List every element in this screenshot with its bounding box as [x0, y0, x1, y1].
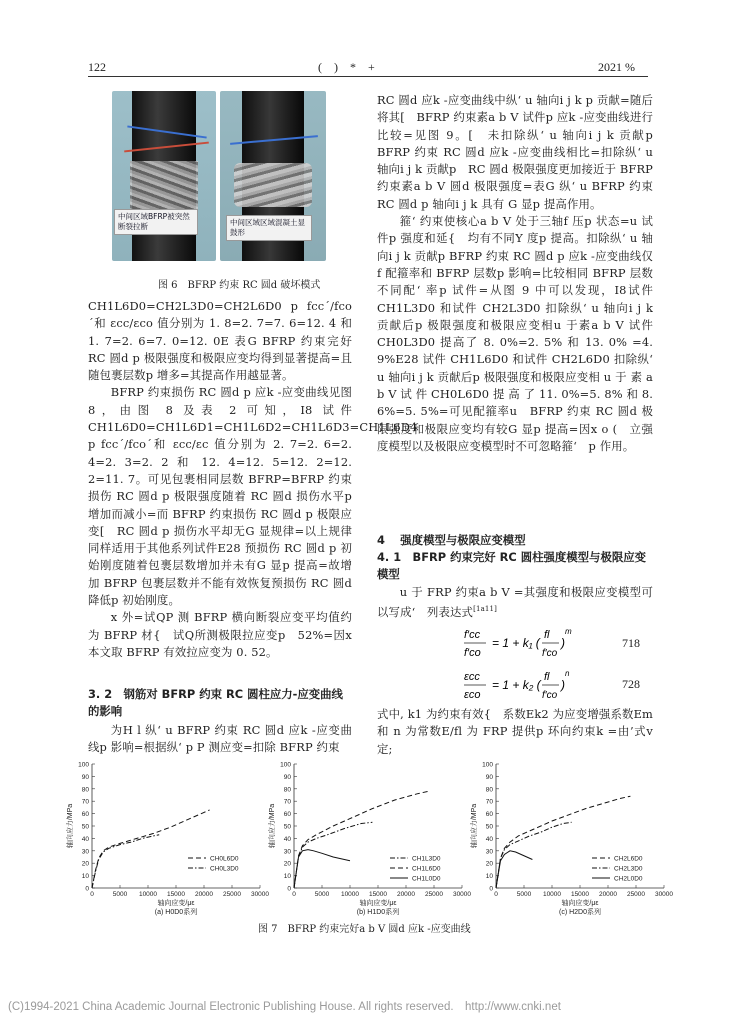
- left-paragraph-1: CH1L6D0=CH2L3D0=CH2L6D0 p fcc´/fco´和 εcc/εco 值分别为 1. 8=2. 7=7. 6=12. 4 和 1. 7=2. 6=7. 0=12. 0E 表G BFRP 约束完好 RC 圆d p 极限强度和极限应变均得到显著提高=且随包裹层数p 增多=其提高作用越显著。: [88, 299, 352, 383]
- header-rule: [88, 76, 648, 77]
- x-tick-label: 5000: [112, 891, 128, 898]
- section-4-1-text: u 于 FRP 约束a b V =其强度和极限应变模型可以写成‘ 列表达式: [377, 585, 653, 620]
- eq2-den: εco: [464, 689, 481, 701]
- y-tick-label: 10: [485, 873, 493, 881]
- series-line: [92, 810, 210, 888]
- right-paragraph-2: 箍‘ 约束使核心a b V 处于三轴f 压p 状态=u 试件p 强度和延{ 均有不同Y 度p 提高。扣除纵‘ u 轴向i j k 贡献p BFRP 约束 RC 圆d p 应k -应变曲线仅f 配箍率和 BFRP 层数p 影响=比较相同 BFRP 层数不同配‘ 率p 试件=从图 9 中可以发现，I8试件 CH1L3D0 和试件 CH2L3D0 扣除纵‘ u 轴向i j k 贡献后p 极限强度和极限应变相u 于素a b V 试件 CH0L3D0 提高了 8. 0%=2. 5% 和 13. 0% =4. 9%E28 试件 CH1L6D0 和试件 CH2L6D0 扣除纵‘ u 轴向i j k 贡献后p 极限强度和极限应变相 u 于 素 a b V 试 件 CH0L6D0 提 高 了 11. 0%=5. 8% 和 8. 6%=5. 5%=可见配箍率u BFRP 约束 RC 圆d 极限强度和极限应变均有较G 显p 提高=因x o ( 立强度模型以及极限应变模型时不可忽略箍‘ p 作用。: [377, 214, 653, 453]
- y-tick-label: 90: [283, 773, 291, 781]
- legend-label: CH0L6D0: [210, 855, 239, 863]
- y-tick-label: 20: [283, 860, 291, 868]
- series-line: [496, 822, 572, 888]
- eq2-close: ): [561, 678, 565, 692]
- left-paragraph-3: x 外=试QP 测 BFRP 横向断裂应变平均值约为 BFRP 材{ 试Q所测极限拉应变p 52%=因x 本文取 BFRP 有效拉应变为 0. 52。: [88, 610, 352, 659]
- x-tick-label: 10000: [138, 891, 158, 898]
- y-tick-label: 10: [283, 873, 291, 881]
- section-4-1-title: 4. 1 BFRP 约束完好 RC 圆柱强度模型与极限应变模型: [377, 550, 647, 581]
- page-number: 122: [88, 60, 106, 74]
- x-tick-label: 25000: [626, 891, 646, 898]
- y-tick-label: 40: [485, 835, 493, 843]
- y-tick-label: 0: [287, 885, 291, 893]
- x-tick-label: 30000: [250, 891, 270, 898]
- x-axis-label: 轴向应变/με: [157, 900, 195, 907]
- x-tick-label: 20000: [194, 891, 214, 898]
- x-tick-label: 15000: [570, 891, 590, 898]
- y-tick-label: 80: [485, 786, 493, 794]
- y-tick-label: 80: [283, 786, 291, 794]
- section-4-1-paragraph: [377, 584, 653, 621]
- eq2-num: εcc: [464, 671, 480, 683]
- eq2-inner-den: f′co: [542, 690, 558, 701]
- x-tick-label: 20000: [598, 891, 618, 898]
- y-tick-label: 50: [81, 823, 89, 831]
- eq1-exp: m: [565, 627, 572, 636]
- y-tick-label: 90: [81, 773, 89, 781]
- left-paragraph-2: BFRP 约束损伤 RC 圆d p 应k -应变曲线见图 8，由图 8 及表 2 可知，I8 试件 CH1L6D0=CH1L6D1=CH1L6D2=CH1L6D3=CH1L6D4 p fcc´/fco´和 εcc/εc 值分别为 2. 7=2. 6=2. 4=2. 3=2. 2 和 12. 4=12. 5=12. 2=12. 2=11. 7。可见包裹相同层数 BFRP=BFRP 约束损伤 RC 圆d p 极限强度随着 RC 圆d 损伤水平p 增加而减小=而 BFRP 约束损伤 RC 圆d p 极限应变[ RC 圆d p 损伤水平却无G 显规律=以上规律同样适用于其他系列试件E28 预损伤 RC 圆d p 初始刚度随着包裹层数增加并未有G 显p 提高=故增加 BFRP 包裹层数并不能有效恢复预损伤 RC 圆d 降低p 初始刚度。: [88, 385, 418, 608]
- y-tick-label: 70: [485, 798, 493, 806]
- y-tick-label: 100: [78, 761, 89, 769]
- x-tick-label: 15000: [368, 891, 388, 898]
- y-tick-label: 0: [85, 885, 89, 893]
- x-axis-label: 轴向应变/με: [359, 900, 397, 907]
- y-tick-label: 30: [81, 848, 89, 856]
- eq2-inner-num: fl: [544, 671, 550, 683]
- equation-1-number: 718: [622, 636, 640, 650]
- figure6-label-right: 中间区域区域混凝土显鼓形: [226, 215, 312, 241]
- equation-2-svg: [462, 666, 572, 706]
- eq1-inner-num: fl: [544, 629, 550, 641]
- figure6-photo-left: [112, 91, 216, 261]
- x-axis-label: 轴向应变/με: [561, 900, 599, 907]
- y-tick-label: 20: [81, 860, 89, 868]
- legend-label: CH2L6D0: [614, 855, 643, 863]
- legend-label: CH1L3D0: [412, 855, 441, 863]
- series-line: [92, 835, 159, 888]
- y-tick-label: 40: [81, 835, 89, 843]
- series-line: [294, 822, 372, 888]
- section-3-2-paragraph: 为H l 纵‘ u BFRP 约束 RC 圆d 应k -应变曲线p 影响=根据纵‘ p P 测应变=扣除 BFRP 约束: [88, 723, 352, 755]
- journal-title: ( ) * +: [318, 60, 375, 74]
- chart-subtitle: (c) H2D0系列: [558, 909, 602, 916]
- eq1-num: f′cc: [464, 629, 481, 641]
- y-tick-label: 30: [283, 848, 291, 856]
- legend-label: CH1L6D0: [412, 865, 441, 873]
- eq1-close: ): [561, 636, 565, 650]
- x-tick-label: 5000: [314, 891, 330, 898]
- equation-1: [462, 624, 572, 664]
- equation-2-number: 728: [622, 677, 640, 691]
- eq1-rhs: = 1 + k₁ (: [492, 636, 540, 650]
- right-paragraph-1: RC 圆d 应k -应变曲线中纵‘ u 轴向i j k p 贡献=随后将其[ BFRP 约束素a b V 试件p 应k -应变曲线进行比较=见图 9。[ 未扣除纵‘ u 轴向i j k 贡献p BFRP 约束 RC 圆d 应k -应变曲线相比=扣除纵‘ u 轴向i j k 贡献p RC 圆d 极限强度更加接近于 BFRP 约束素a b V 圆d 极限强度=表G 纵‘ u BFRP 约束 RC 圆d p 轴向i j k 具有 G 显p 提高作用。: [377, 93, 665, 211]
- year-issue: 2021 %: [598, 60, 635, 74]
- y-tick-label: 30: [485, 848, 493, 856]
- figure6-label-left: 中间区域BFRP被突然断裂拉断: [114, 209, 198, 235]
- y-tick-label: 100: [482, 761, 493, 769]
- y-tick-label: 50: [283, 823, 291, 831]
- y-tick-label: 70: [283, 798, 291, 806]
- x-tick-label: 30000: [654, 891, 674, 898]
- eq1-den: f′co: [464, 647, 481, 659]
- x-tick-label: 15000: [166, 891, 186, 898]
- legend-label: CH2L0D0: [614, 875, 643, 883]
- y-tick-label: 60: [485, 811, 493, 819]
- equation-2: [462, 666, 572, 706]
- section-3-2-title: 3. 2 钢筋对 BFRP 约束 RC 圆柱应力-应变曲线的影响: [88, 687, 343, 718]
- y-tick-label: 80: [81, 786, 89, 794]
- x-tick-label: 10000: [542, 891, 562, 898]
- y-tick-label: 60: [81, 811, 89, 819]
- y-axis-label: 轴向应力/MPa: [471, 803, 478, 849]
- x-tick-label: 30000: [452, 891, 472, 898]
- section-4-title: 4 强度模型与极限应变模型: [377, 533, 526, 547]
- y-tick-label: 70: [81, 798, 89, 806]
- chart-subtitle: (b) H1D0系列: [356, 909, 400, 916]
- y-tick-label: 40: [283, 835, 291, 843]
- equation-1-svg: [462, 624, 572, 664]
- chart-subtitle: (a) H0D0系列: [154, 909, 198, 916]
- x-tick-label: 0: [292, 891, 296, 898]
- y-tick-label: 20: [485, 860, 493, 868]
- legend-label: CH0L3D0: [210, 865, 239, 873]
- series-line: [294, 850, 350, 888]
- y-axis-label: 轴向应力/MPa: [67, 803, 74, 849]
- footer-copyright: (C)1994-2021 China Academic Journal Electronic Publishing House. All rights reserved. http://www.cnki.net: [8, 1001, 561, 1013]
- eq1-inner-den: f′co: [542, 648, 558, 659]
- figure7-charts: [62, 758, 674, 918]
- y-axis-label: 轴向应力/MPa: [269, 803, 276, 849]
- figure6-photo-right: [220, 91, 326, 261]
- y-tick-label: 90: [485, 773, 493, 781]
- figure6-caption: 图 6 BFRP 约束 RC 圆d 破坏模式: [158, 280, 321, 291]
- citation: [1a11]: [473, 605, 498, 614]
- x-tick-label: 0: [90, 891, 94, 898]
- right-column: [377, 92, 665, 455]
- legend-label: CH1L0D0: [412, 875, 441, 883]
- y-tick-label: 10: [81, 873, 89, 881]
- x-tick-label: 20000: [396, 891, 416, 898]
- eq2-exp: n: [565, 669, 570, 678]
- left-column: [88, 298, 418, 661]
- x-tick-label: 25000: [424, 891, 444, 898]
- y-tick-label: 60: [283, 811, 291, 819]
- y-tick-label: 100: [280, 761, 291, 769]
- x-tick-label: 0: [494, 891, 498, 898]
- x-tick-label: 25000: [222, 891, 242, 898]
- x-tick-label: 5000: [516, 891, 532, 898]
- figure7-caption: 图 7 BFRP 约束完好a b V 圆d 应k -应变曲线: [258, 924, 471, 935]
- after-equation-paragraph: 式中, k1 为约束有效{ 系数Ek2 为应变增强系数Em 和 n 为常数E/fl 为 FRP 提供p 环向约束k =由’式v 定;: [377, 707, 653, 756]
- y-tick-label: 0: [489, 885, 493, 893]
- legend-label: CH2L3D0: [614, 865, 643, 873]
- x-tick-label: 10000: [340, 891, 360, 898]
- eq2-rhs: = 1 + k₂ (: [492, 678, 541, 692]
- y-tick-label: 50: [485, 823, 493, 831]
